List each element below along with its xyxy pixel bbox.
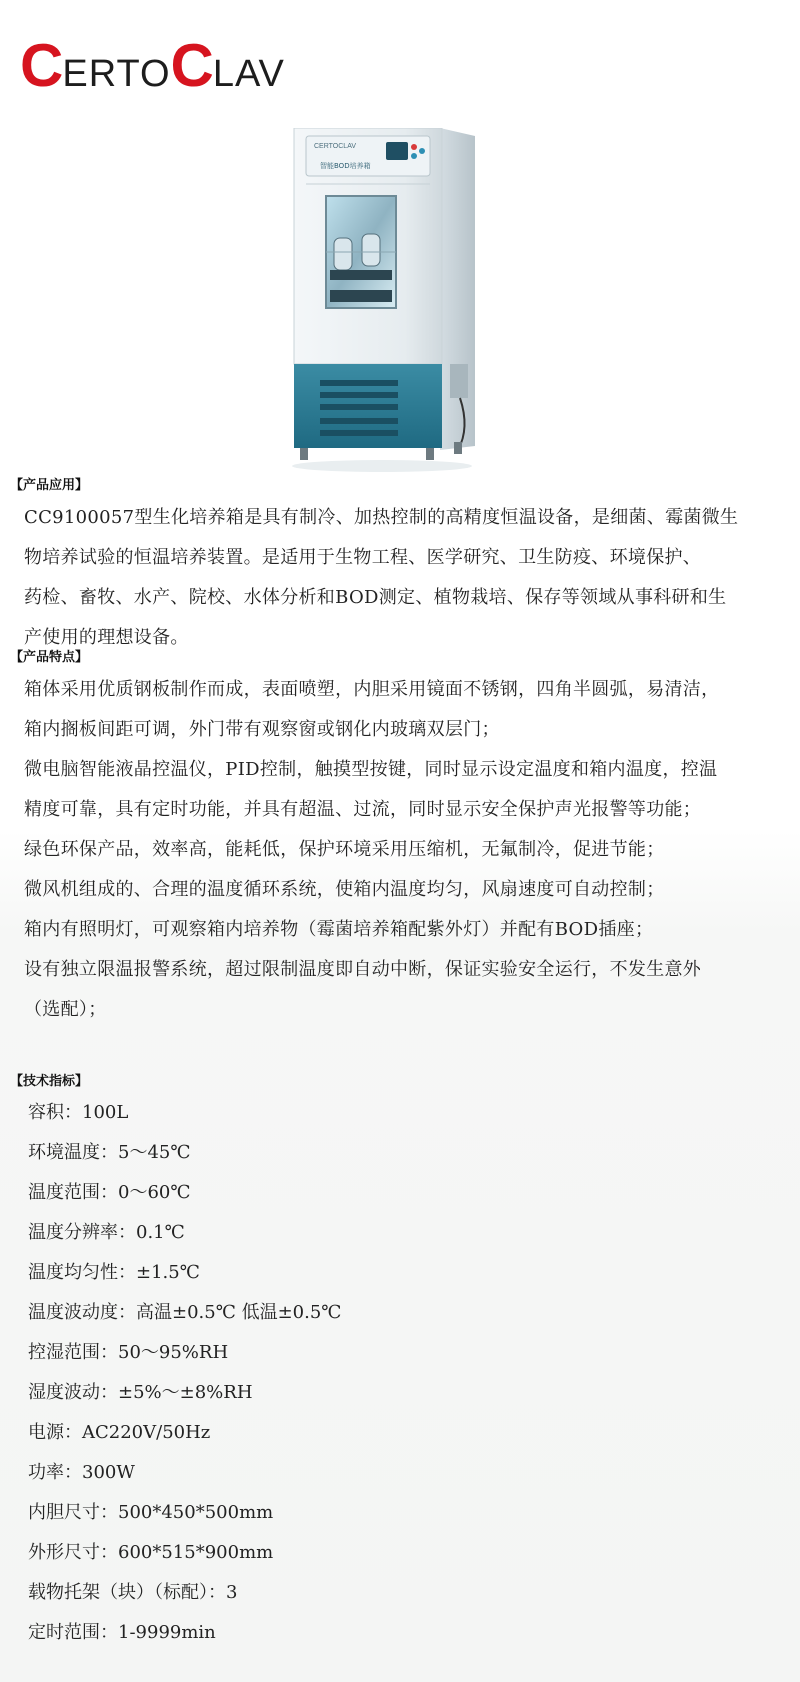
product-image: [290, 128, 490, 478]
section-header-application: 【产品应用】: [10, 478, 89, 493]
logo-text-lav: LAV: [212, 53, 285, 95]
feature-line: 绿色环保产品，效率高，能耗低，保护环境采用压缩机，无氟制冷，促进节能；: [24, 839, 665, 860]
application-paragraph: [24, 498, 796, 658]
logo-letter-c2: C: [170, 32, 213, 99]
feature-line: 精度可靠，具有定时功能，并具有超温、过流，同时显示安全保护声光报警等功能；: [24, 799, 702, 820]
spec-item: 内胆尺寸：500*450*500mm: [28, 1502, 274, 1523]
feature-line: （选配）；: [24, 999, 107, 1020]
feature-line: 设有独立限温报警系统，超过限制温度即自动中断，保证实验安全运行，不发生意外: [24, 959, 702, 980]
spec-item: 温度均匀性：±1.5℃: [28, 1262, 200, 1283]
spec-item: 外形尺寸：600*515*900mm: [28, 1542, 274, 1563]
application-line: CC9100057型生化培养箱是具有制冷、加热控制的高精度恒温设备，是细菌、霉菌微生: [24, 507, 739, 528]
spec-item: 定时范围：1-9999min: [28, 1622, 216, 1643]
spec-item: 电源：AC220V/50Hz: [28, 1422, 211, 1443]
feature-line: 微电脑智能液晶控温仪，PID控制，触摸型按键，同时显示设定温度和箱内温度，控温: [24, 759, 718, 780]
feature-line: 箱内搁板间距可调，外门带有观察窗或钢化内玻璃双层门；: [24, 719, 500, 740]
spec-item: 容积：100L: [28, 1102, 129, 1123]
section-header-features: 【产品特点】: [10, 650, 89, 665]
spec-item: 温度分辨率：0.1℃: [28, 1222, 185, 1243]
application-line: 药检、畜牧、水产、院校、水体分析和BOD测定、植物栽培、保存等领域从事科研和生: [24, 587, 727, 608]
feature-line: 微风机组成的、合理的温度循环系统，使箱内温度均匀，风扇速度可自动控制；: [24, 879, 665, 900]
spec-item: 温度波动度：高温±0.5℃ 低温±0.5℃: [28, 1302, 342, 1323]
features-list: [24, 670, 796, 1030]
spec-item: 功率：300W: [28, 1462, 135, 1483]
logo-text-erto: ERTO: [62, 53, 171, 95]
incubator-illustration: [290, 128, 490, 478]
spec-item: 温度范围：0～60℃: [28, 1182, 191, 1203]
brand-logo: [20, 32, 285, 99]
application-line: 产使用的理想设备。: [24, 627, 189, 648]
spec-item: 控湿范围：50～95%RH: [28, 1342, 229, 1363]
feature-line: 箱体采用优质钢板制作而成，表面喷塑，内胆采用镜面不锈钢，四角半圆弧，易清洁，: [24, 679, 720, 700]
spec-item: 环境温度：5～45℃: [28, 1142, 191, 1163]
spec-item: 载物托架（块）（标配）：3: [28, 1582, 238, 1603]
panel-logo: CERTOCLAV: [314, 143, 357, 150]
spec-item: 湿度波动：±5%～±8%RH: [28, 1382, 253, 1403]
panel-label: 智能BOD培养箱: [320, 162, 371, 170]
logo-letter-c1: C: [20, 32, 63, 99]
specs-list: [28, 1093, 768, 1653]
feature-line: 箱内有照明灯，可观察箱内培养物（霉菌培养箱配紫外灯）并配有BOD插座；: [24, 919, 654, 940]
section-header-specs: 【技术指标】: [10, 1074, 89, 1089]
application-line: 物培养试验的恒温培养装置。是适用于生物工程、医学研究、卫生防疫、环境保护、: [24, 547, 702, 568]
